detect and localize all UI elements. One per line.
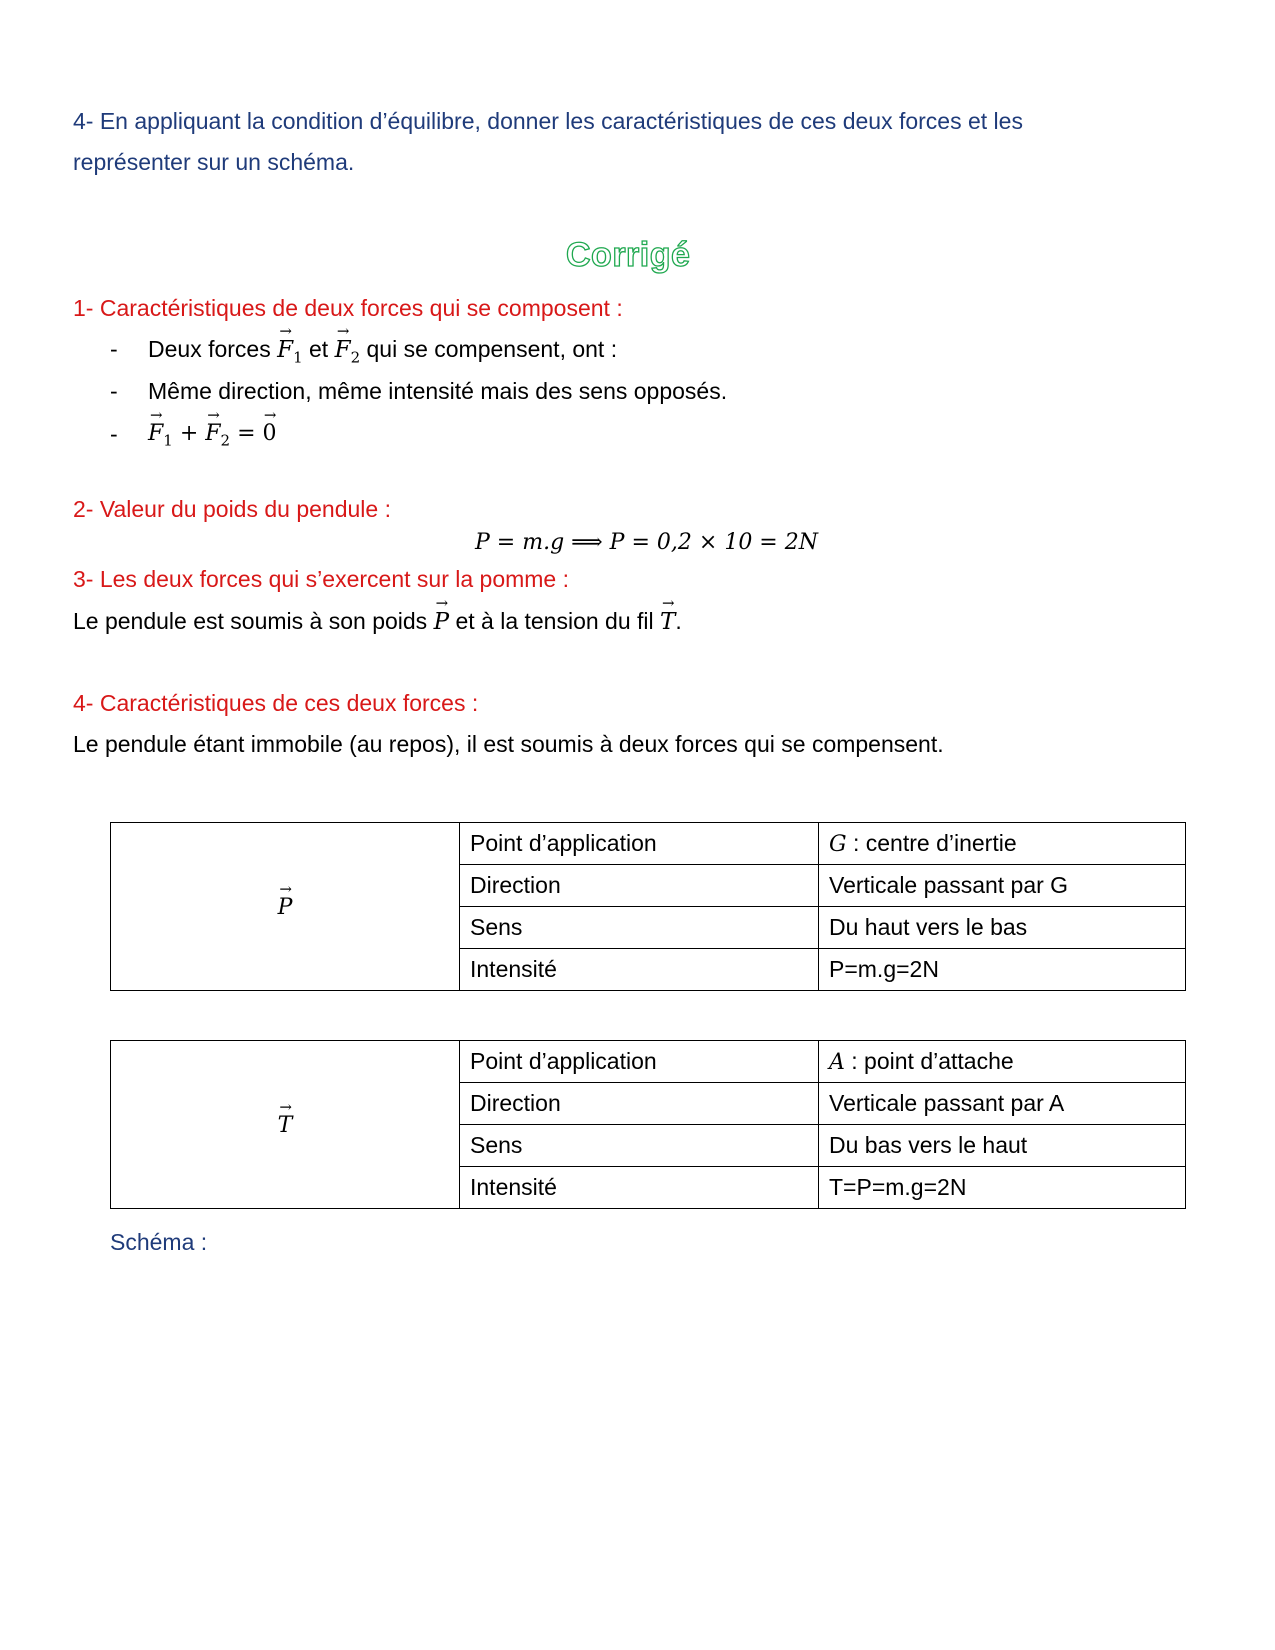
table-cell-label: Intensité: [460, 949, 819, 991]
section-4-heading: 4- Caractéristiques de ces deux forces :: [73, 690, 479, 716]
schema-label: Schéma :: [110, 1229, 208, 1255]
table-cell-label: Direction: [460, 865, 819, 907]
question-4-line-1: 4- En appliquant la condition d’équilibre, donner les caractéristiques de ces deux forces et les: [73, 108, 1023, 134]
point-symbol: G: [829, 832, 847, 857]
zero-vector: → 0: [263, 421, 277, 446]
sum-f2-subscript: 2: [220, 431, 231, 450]
table-cell-value: G : centre d’inertie: [819, 823, 1186, 865]
section-3-text-before: Le pendule est soumis à son poids: [73, 608, 434, 634]
table-cell-value: Du haut vers le bas: [819, 907, 1186, 949]
section-3-text: [73, 608, 682, 635]
section-2-heading: 2- Valeur du poids du pendule :: [73, 496, 391, 522]
sum-f2-vector: → F: [205, 421, 220, 446]
tension-vector: → T: [660, 609, 675, 635]
bullet-3-marker: -: [110, 421, 118, 447]
f1-subscript: 1: [293, 348, 303, 367]
table-cell-value: A : point d’attache: [819, 1041, 1186, 1083]
vector-sum-equation: [148, 421, 277, 449]
table-cell-label: Point d’application: [460, 823, 819, 865]
equals-sign: =: [237, 421, 256, 446]
table-tension-symbol: → T: [278, 1113, 293, 1138]
bullet-2-marker: -: [110, 378, 118, 404]
f2-subscript: 2: [350, 348, 361, 367]
weight-vector: → P: [434, 609, 449, 635]
section-3-text-after: .: [675, 608, 682, 634]
f2-vector: → F: [335, 337, 351, 363]
table-cell-value: Verticale passant par G: [819, 865, 1186, 907]
table-cell-label: Sens: [460, 907, 819, 949]
section-3-heading: 3- Les deux forces qui s’exercent sur la pomme :: [73, 566, 570, 592]
table-cell-label: Intensité: [460, 1167, 819, 1209]
section-3-text-middle: et à la tension du fil: [449, 608, 661, 634]
bullet-1: [148, 336, 617, 367]
bullet-1-marker: -: [110, 336, 118, 362]
table-weight-symbol: → P: [278, 895, 293, 920]
table-cell-label: Point d’application: [460, 1041, 819, 1083]
section-4-text: Le pendule étant immobile (au repos), il est soumis à deux forces qui se compensent.: [73, 731, 944, 757]
table-weight: [110, 822, 1186, 991]
sum-f1-vector: → F: [148, 421, 163, 446]
question-4-line-2: représenter sur un schéma.: [73, 149, 355, 175]
bullet-1-and: et: [302, 336, 335, 362]
sum-f1-subscript: 1: [163, 431, 173, 450]
table-cell-value: Du bas vers le haut: [819, 1125, 1186, 1167]
table-cell-value: T=P=m.g=2N: [819, 1167, 1186, 1209]
bullet-1-text-after: qui se compensent, ont :: [360, 336, 618, 362]
section-1-heading: 1- Caractéristiques de deux forces qui se composent :: [73, 295, 623, 321]
table-row: [111, 1041, 1186, 1083]
f1-vector: → F: [277, 337, 293, 363]
table-cell-label: Direction: [460, 1083, 819, 1125]
page-title: Corrigé: [566, 236, 691, 274]
table-tension: [110, 1040, 1186, 1209]
table-weight-symbol-cell: [111, 823, 460, 991]
bullet-2: Même direction, même intensité mais des sens opposés.: [148, 378, 728, 404]
bullet-1-text-before: Deux forces: [148, 336, 278, 362]
table-cell-value: P=m.g=2N: [819, 949, 1186, 991]
table-row: [111, 823, 1186, 865]
table-tension-symbol-cell: [111, 1041, 460, 1209]
table-cell-value: Verticale passant par A: [819, 1083, 1186, 1125]
point-symbol: A: [829, 1050, 845, 1075]
plus-sign: +: [179, 421, 199, 446]
table-cell-label: Sens: [460, 1125, 819, 1167]
weight-formula: P = m.g ⟹ P = 0,2 × 10 = 2N: [475, 530, 818, 555]
